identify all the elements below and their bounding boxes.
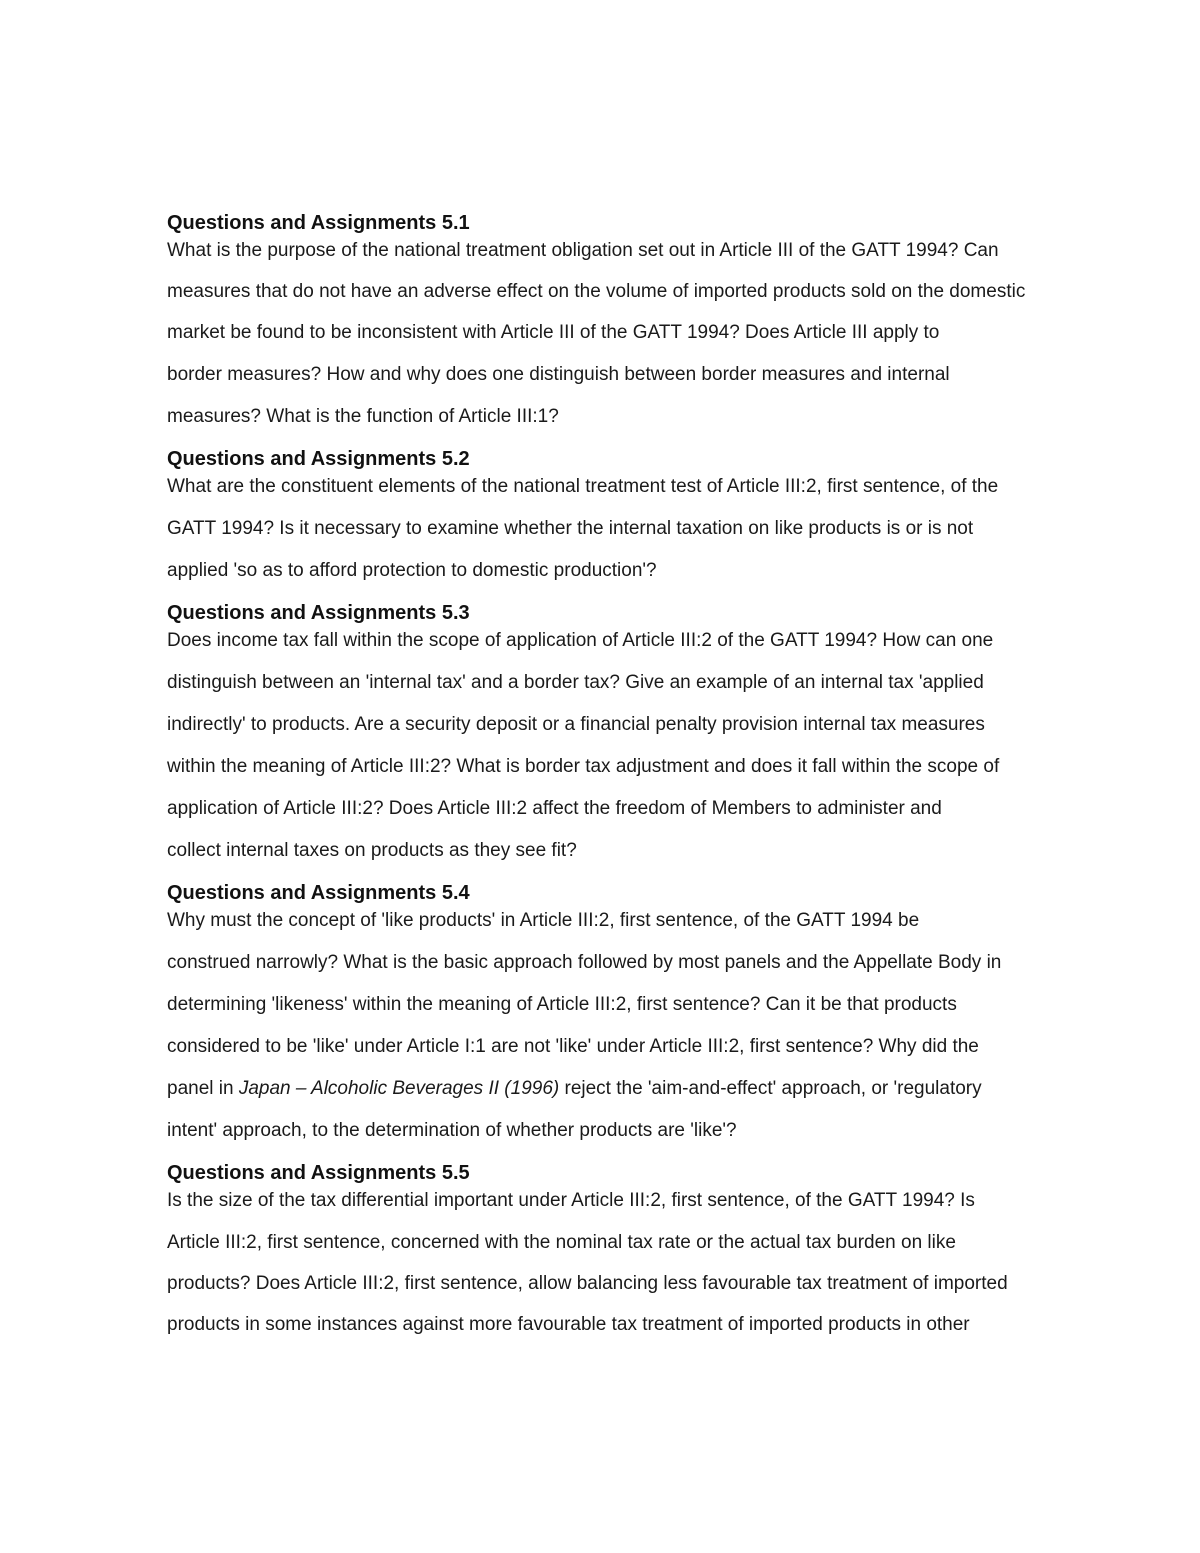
section-heading: Questions and Assignments 5.3: [167, 602, 470, 624]
paragraph-line: products? Does Article III:2, first sentence, allow balancing less favourable tax treatment of imported: [167, 1273, 1008, 1294]
paragraph-line: collect internal taxes on products as they see fit?: [167, 840, 577, 861]
paragraph-line: applied 'so as to afford protection to domestic production'?: [167, 560, 657, 581]
paragraph-line: Does income tax fall within the scope of application of Article III:2 of the GATT 1994? How can one: [167, 630, 994, 651]
paragraph-line: Article III:2, first sentence, concerned with the nominal tax rate or the actual tax burden on like: [167, 1232, 956, 1253]
paragraph-line: What is the purpose of the national treatment obligation set out in Article III of the GATT 1994? Can: [167, 240, 999, 261]
paragraph-line: products in some instances against more favourable tax treatment of imported products in other: [167, 1314, 970, 1335]
section-heading: Questions and Assignments 5.5: [167, 1162, 470, 1184]
section-5-4: [167, 879, 1115, 1145]
paragraph-line: GATT 1994? Is it necessary to examine whether the internal taxation on like products is or is not: [167, 518, 974, 539]
paragraph-line: border measures? How and why does one distinguish between border measures and internal: [167, 364, 950, 385]
paragraph-line: construed narrowly? What is the basic approach followed by most panels and the Appellate Body in: [167, 952, 1002, 973]
section-heading: Questions and Assignments 5.1: [167, 212, 470, 234]
section-heading: Questions and Assignments 5.2: [167, 448, 470, 470]
paragraph-line: considered to be 'like' under Article I:1 are not 'like' under Article III:2, first sentence? Why did the: [167, 1036, 979, 1057]
section-5-2: [167, 445, 1115, 585]
paragraph-line: market be found to be inconsistent with Article III of the GATT 1994? Does Article III apply to: [167, 322, 940, 343]
section-5-1: [167, 209, 1115, 431]
paragraph-line: within the meaning of Article III:2? What is border tax adjustment and does it fall within the scope of: [167, 756, 1000, 777]
paragraph-line: measures? What is the function of Article III:1?: [167, 406, 559, 427]
paragraph-line: Is the size of the tax differential important under Article III:2, first sentence, of the GATT 1994? Is: [167, 1190, 975, 1211]
paragraph-line: [167, 1075, 1115, 1103]
line-text: reject the 'aim-and-effect' approach, or 'regulatory: [559, 1078, 982, 1099]
paragraph-line: intent' approach, to the determination of whether products are 'like'?: [167, 1120, 737, 1141]
paragraph-line: distinguish between an 'internal tax' and a border tax? Give an example of an internal tax 'applied: [167, 672, 984, 693]
paragraph-line: determining 'likeness' within the meaning of Article III:2, first sentence? Can it be that products: [167, 994, 957, 1015]
case-citation: Japan – Alcoholic Beverages II (1996): [238, 1078, 560, 1099]
document-page: [167, 209, 1115, 1353]
paragraph-line: Why must the concept of 'like products' in Article III:2, first sentence, of the GATT 1994 be: [167, 910, 920, 931]
paragraph-line: application of Article III:2? Does Article III:2 affect the freedom of Members to administer and: [167, 798, 942, 819]
paragraph-line: indirectly' to products. Are a security deposit or a financial penalty provision internal tax measures: [167, 714, 985, 735]
section-5-3: [167, 599, 1115, 865]
section-heading: Questions and Assignments 5.4: [167, 882, 470, 904]
paragraph-line: What are the constituent elements of the national treatment test of Article III:2, first sentence, of the: [167, 476, 999, 497]
line-text: panel in: [167, 1078, 239, 1099]
section-5-5: [167, 1159, 1115, 1339]
paragraph-line: measures that do not have an adverse effect on the volume of imported products sold on the domestic: [167, 281, 1026, 302]
